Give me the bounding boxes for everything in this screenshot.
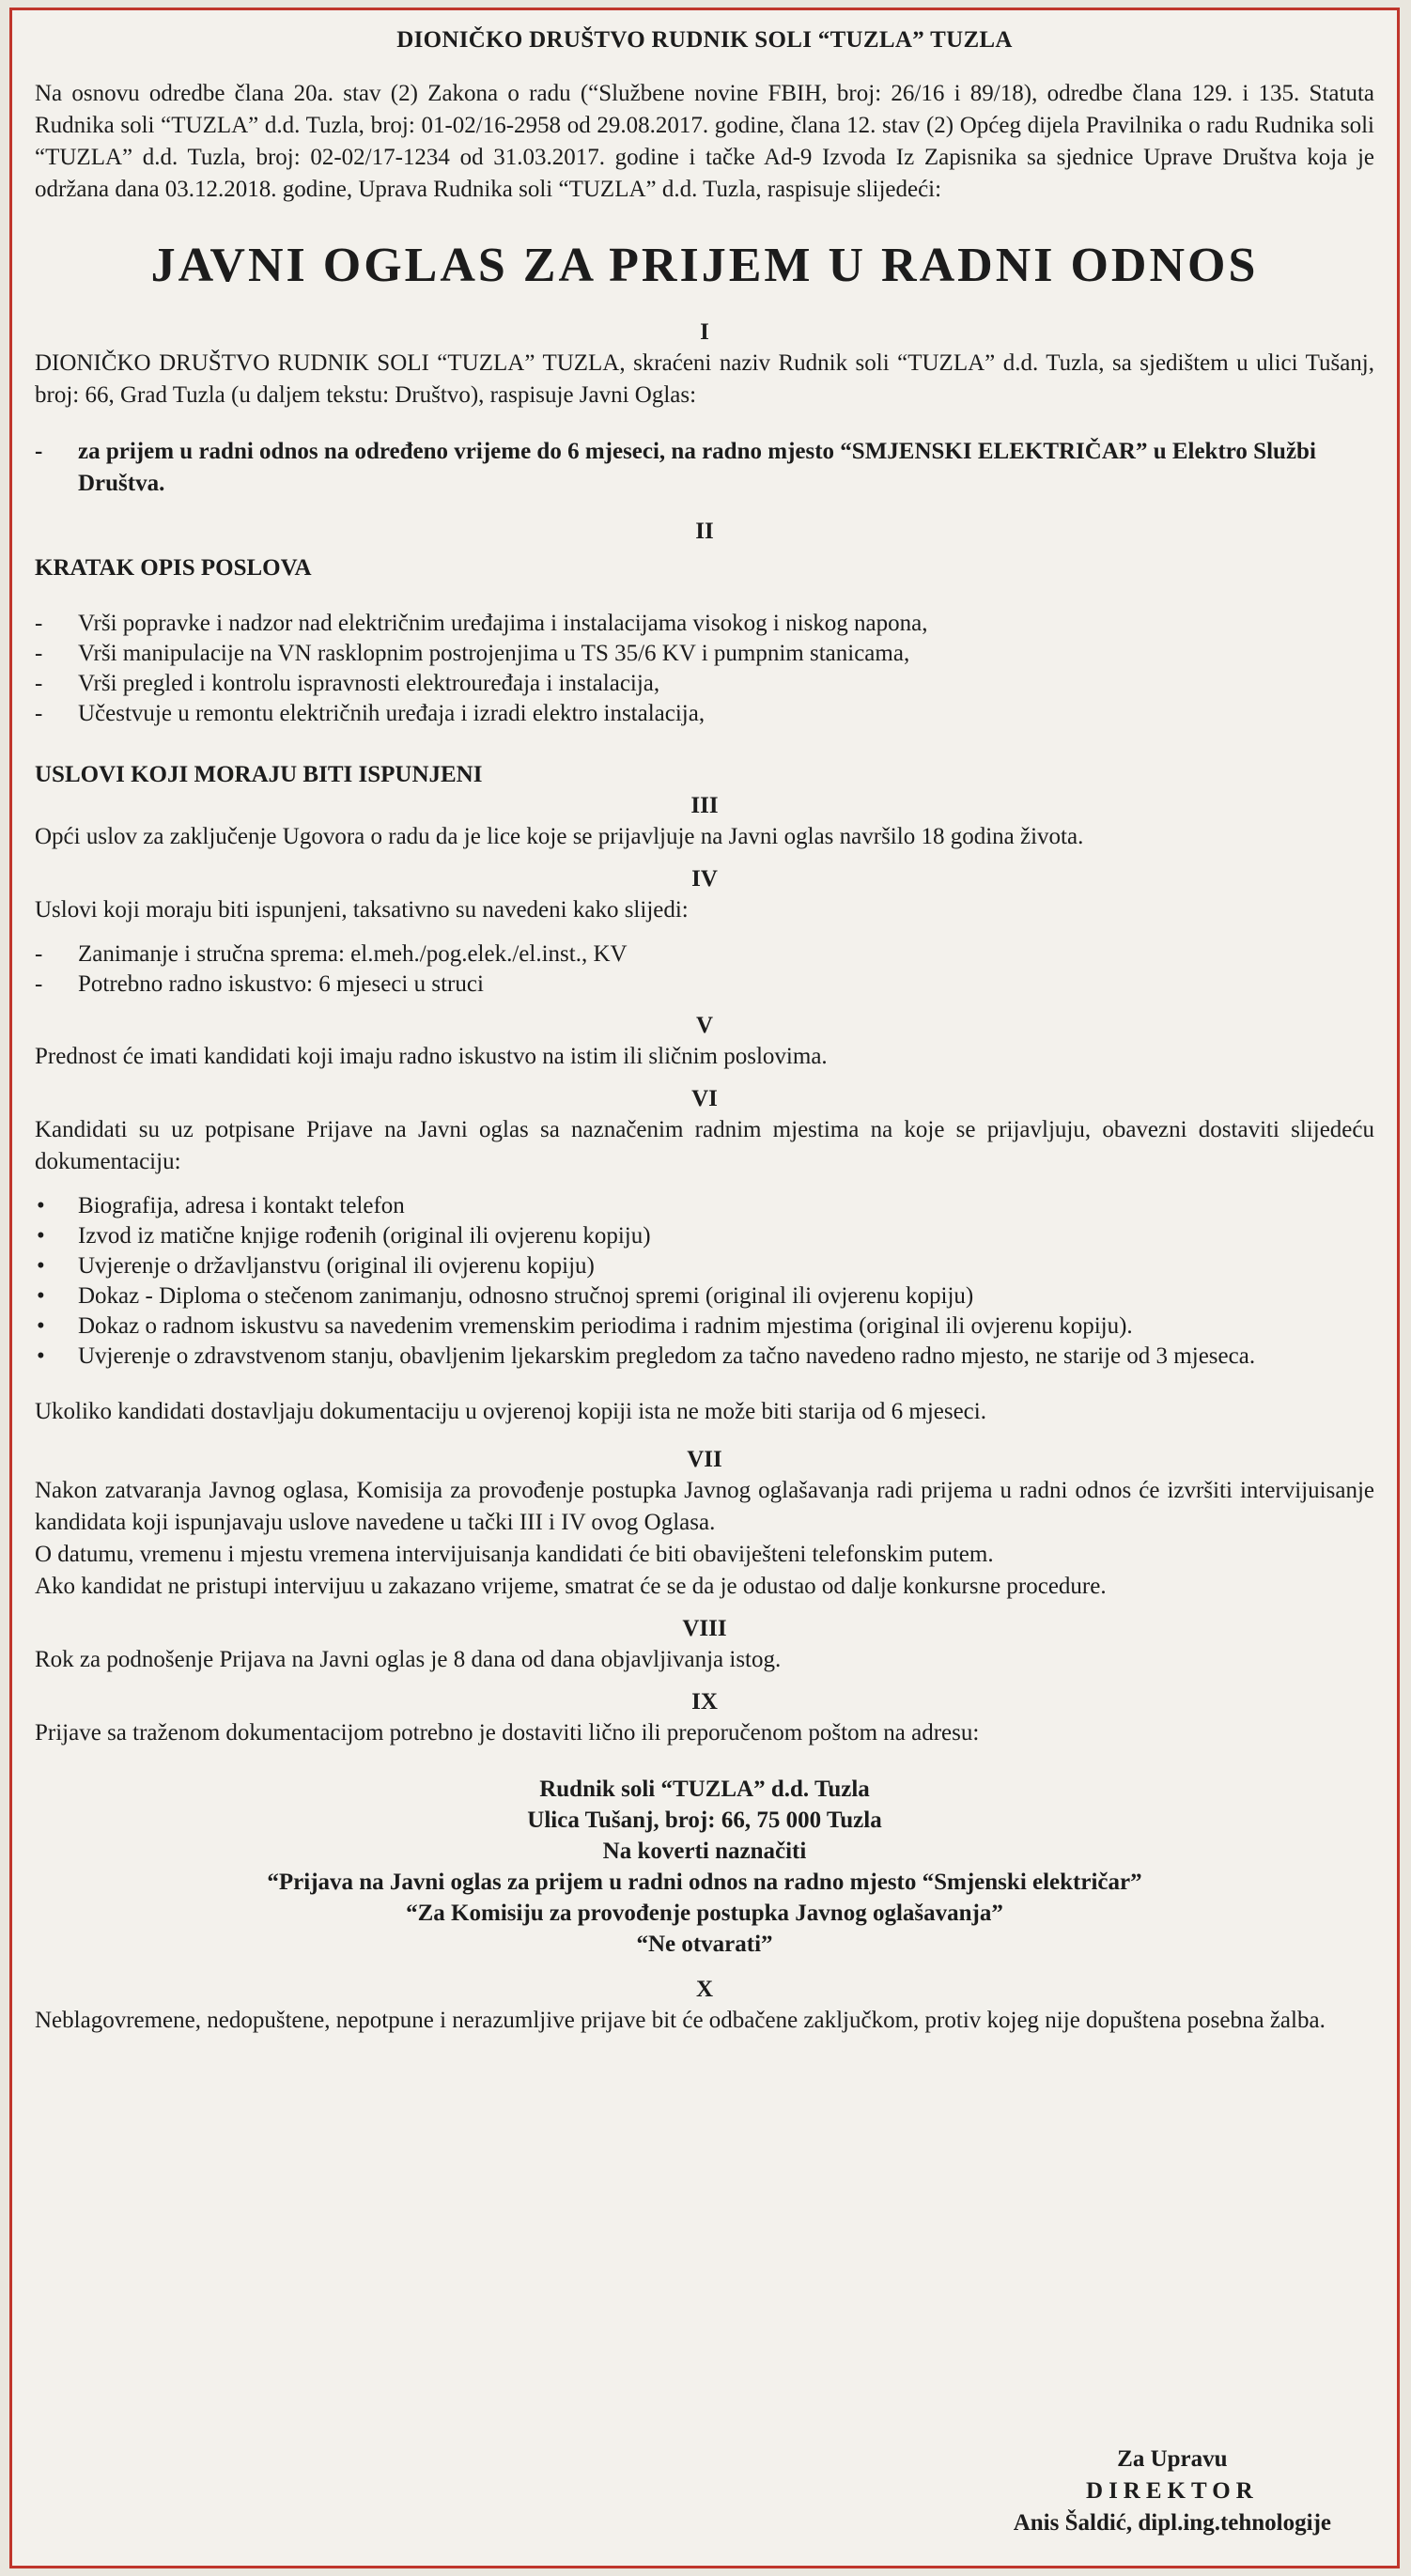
section-number-5: V: [695, 1013, 714, 1038]
list-item: - Vrši pregled i kontrolu ispravnosti elektrouređaja i instalacija,: [35, 669, 1374, 699]
list-item: • Uvjerenje o državljanstvu (original ili ovjerenu kopiju): [35, 1251, 1374, 1281]
page-title: JAVNI OGLAS ZA PRIJEM U RADNI ODNOS: [150, 239, 1259, 292]
section-5-text: Prednost će imati kandidati koji imaju radno iskustvo na istim ili sličnim poslovima.: [35, 1044, 828, 1069]
list-item: • Dokaz o radnom iskustvu sa navedenim vremenskim periodima i radnim mjestima (original ili ovjerenu kopiju).: [35, 1311, 1374, 1342]
list-item: - Učestvuje u remontu električnih uređaja i izradi elektro instalacija,: [35, 699, 1374, 729]
signature-line: Za Upravu: [1117, 2446, 1228, 2472]
list-item: - Potrebno radno iskustvo: 6 mjeseci u struci: [35, 970, 1374, 1000]
intro-paragraph: Na osnovu odredbe člana 20a. stav (2) Zakona o radu (“Službene novine FBIH, broj: 26/16 i 89/18), odredbe člana 129. i 135. Statuta Rudnika soli “TUZLA” d.d. Tuzla, broj: 01-02/16-2958 od 29.08.2017. godine, člana 12. stav (2) Općeg dijela Pravilnika o radu Rudnika soli “TUZLA” d.d. Tuzla, broj: 02-02/17-1234 od 31.03.2017. godine i tačke Ad-9 Izvoda Iz Zapisnika sa sjednice Uprave Društva koja je održana dana 03.12.2018. godine, Uprava Rudnika soli “TUZLA” d.d. Tuzla, raspisuje slijedeći:: [35, 81, 1374, 202]
list-item: • Dokaz - Diploma o stečenom zanimanju, odnosno stručnoj spremi (original ili ovjerenu kopiju): [35, 1281, 1374, 1311]
list-item: • Izvod iz matične knjige rođenih (original ili ovjerenu kopiju): [35, 1221, 1374, 1251]
section-9-text: Prijave sa traženom dokumentacijom potrebno je dostaviti lično ili preporučenom poštom na adresu:: [35, 1720, 980, 1746]
section-7-text-2: O datumu, vremenu i mjestu vremena intervijuisanja kandidati će biti obaviješteni telefonskim putem.: [35, 1542, 994, 1567]
job-announcement: [9, 8, 1400, 2568]
section-8-text: Rok za podnošenje Prijava na Javni oglas je 8 dana od dana objavljivanja istog.: [35, 1647, 782, 1672]
list-item: • Biografija, adresa i kontakt telefon: [35, 1191, 1374, 1221]
list-item: • Uvjerenje o zdravstvenom stanju, obavljenim ljekarskim pregledom za tačno navedeno radno mjesto, ne starije od 3 mjeseca.: [35, 1342, 1374, 1372]
section-6-text: Kandidati su uz potpisane Prijave na Javni oglas sa naznačenim radnim mjestima na koje se prijavljuju, obavezni dostaviti slijedeću dokumentaciju:: [35, 1117, 1374, 1174]
section-number-7: VII: [687, 1447, 722, 1472]
company-header: DIONIČKO DRUŠTVO RUDNIK SOLI “TUZLA” TUZLA: [396, 27, 1013, 53]
section-number-2: II: [695, 519, 714, 544]
section-4-text: Uslovi koji moraju biti ispunjeni, taksativno su navedeni kako slijedi:: [35, 897, 689, 923]
section-number-10: X: [695, 1977, 714, 2002]
list-item: - Vrši popravke i nadzor nad električnim uređajima i instalacijama visokog i niskog napona,: [35, 609, 1374, 639]
duties-list: [35, 609, 1374, 729]
address-line: Na koverti naznačiti: [602, 1839, 807, 1864]
address-line: Rudnik soli “TUZLA” d.d. Tuzla: [539, 1777, 870, 1802]
address-line: Ulica Tušanj, broj: 66, 75 000 Tuzla: [527, 1808, 882, 1833]
section-10-text: Neblagovremene, nedopuštene, nepotpune i nerazumljive prijave bit će odbačene zaključkom, protiv kojeg nije dopuštena posebna žalba.: [35, 2008, 1326, 2033]
list-item: - Vrši manipulacije na VN rasklopnim postrojenjima u TS 35/6 KV i pumpnim stanicama,: [35, 639, 1374, 669]
list-item: - Zanimanje i stručna sprema: el.meh./pog.elek./el.inst., KV: [35, 939, 1374, 970]
section-number-3: III: [690, 793, 719, 818]
address-line: “Ne otvarati”: [636, 1932, 773, 1957]
section-number-8: VIII: [682, 1616, 727, 1641]
job-offer: - za prijem u radni odnos na određeno vrijeme do 6 mjeseci, na radno mjesto “SMJENSKI ELEKTRIČAR” u Elektro Službi Društva.: [35, 436, 1374, 500]
section-6-note: Ukoliko kandidati dostavljaju dokumentaciju u ovjerenoj kopiji ista ne može biti starija od 6 mjeseci.: [35, 1399, 986, 1424]
section-number-4: IV: [691, 866, 718, 892]
signature-role: DIREKTOR: [1086, 2478, 1259, 2504]
documents-list: [35, 1191, 1374, 1372]
section-3-text: Opći uslov za zaključenje Ugovora o radu da je lice koje se prijavljuje na Javni oglas navršilo 18 godina života.: [35, 824, 1084, 849]
section-7-text-1: Nakon zatvaranja Javnog oglasa, Komisija za provođenje postupka Javnog oglašavanja radi prijema u radni odnos će izvršiti intervijuisanje kandidata koji ispunjavaju uslove navedene u tački III i IV ovog Oglasa.: [35, 1478, 1374, 1535]
section-heading-conditions: USLOVI KOJI MORAJU BITI ISPUNJENI: [35, 762, 483, 787]
address-line: “Za Komisiju za provođenje postupka Javnog oglašavanja”: [406, 1901, 1003, 1926]
requirements-list: [35, 939, 1374, 1000]
section-number-9: IX: [691, 1689, 718, 1715]
section-7-text-3: Ako kandidat ne pristupi intervijuu u zakazano vrijeme, smatrat će se da je odustao od dalje konkursne procedure.: [35, 1574, 1107, 1599]
signature-name: Anis Šaldić, dipl.ing.tehnologije: [1013, 2510, 1331, 2536]
section-1-text: DIONIČKO DRUŠTVO RUDNIK SOLI “TUZLA” TUZLA, skraćeni naziv Rudnik soli “TUZLA” d.d. Tuzla, sa sjedištem u ulici Tušanj, broj: 66, Grad Tuzla (u daljem tekstu: Društvo), raspisuje Javni Oglas:: [35, 350, 1374, 408]
signature-block: [1014, 2444, 1331, 2539]
section-number-1: I: [700, 319, 709, 345]
section-number-6: VI: [691, 1086, 718, 1111]
address-line: “Prijava na Javni oglas za prijem u radni odnos na radno mjesto “Smjenski električar”: [267, 1870, 1142, 1895]
section-heading-duties: KRATAK OPIS POSLOVA: [35, 555, 312, 581]
